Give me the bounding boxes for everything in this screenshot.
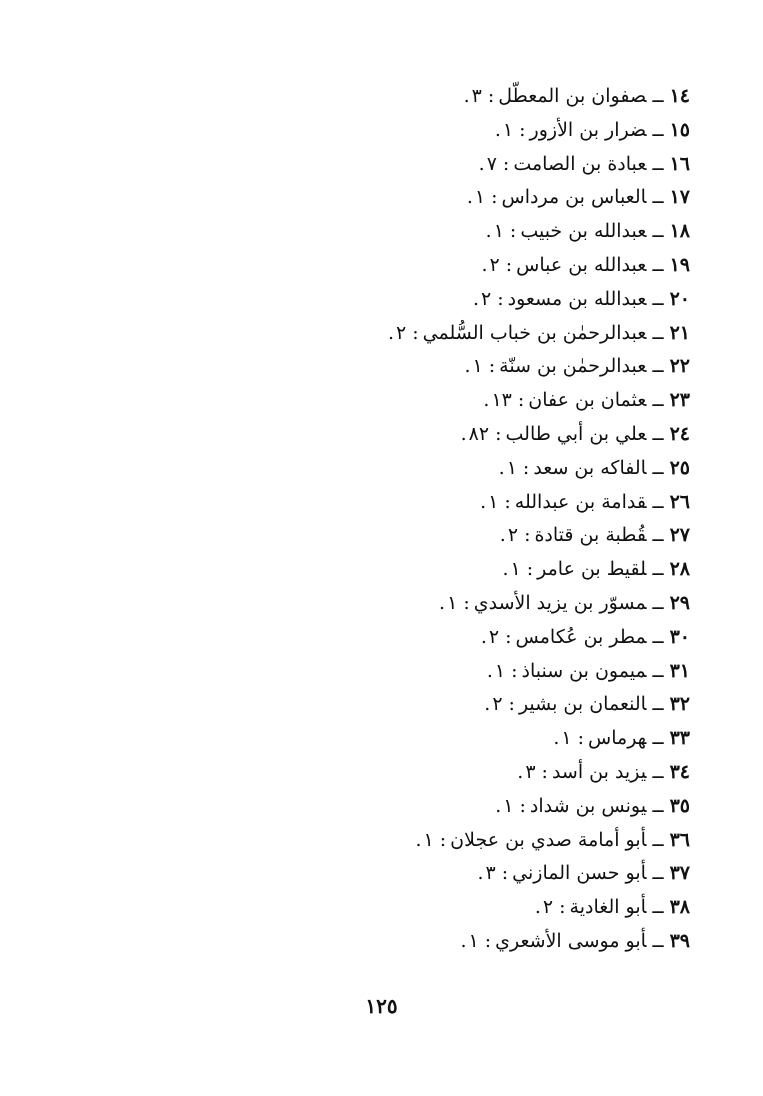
entry-number: ٢٦ [669,490,690,513]
entry-period: . [460,929,467,952]
entry-dash: ــ [652,85,664,107]
entry-name: أبو الغادية [569,896,647,919]
entry-number: ١٩ [669,253,690,276]
entry-period: . [483,389,490,412]
entry-number: ٢٤ [669,422,690,445]
entry-period: . [415,828,422,851]
entry-colon: : [522,456,530,479]
entry-number: ٢٥ [669,456,690,479]
entry-name: عبدالرحمٰن بن سنّة [499,355,647,378]
entry-dash: ــ [652,389,664,412]
entry-dash: ــ [652,253,664,276]
entry-number: ٣٥ [669,794,690,817]
list-item [270,452,690,486]
entry-number: ٢٨ [669,558,690,581]
entry-name: عثمان بن عفان [528,389,647,412]
entry-name: قدامة بن عبدالله [514,490,647,513]
entry-number: ١٤ [669,85,690,107]
entry-count: ٢ [488,625,500,648]
entry-period: . [484,693,491,716]
entry-dash: ــ [652,727,664,750]
entry-number: ٣٠ [669,625,690,648]
entry-colon: : [488,355,496,378]
entry-colon: : [501,862,509,885]
list-item [270,80,690,114]
entry-dash: ــ [652,591,664,614]
entry-name: عبدالله بن خبيب [520,220,647,243]
entry-count: ١٣ [491,389,512,412]
entry-colon: : [504,490,511,513]
entry-dash: ــ [652,693,664,716]
entry-name: عبدالله بن مسعود [507,287,647,310]
entry-count: ١ [561,727,572,750]
entry-name: مطر بن عُكامس [515,625,647,648]
entry-number: ١٧ [669,186,690,209]
list-item [270,891,690,925]
entry-colon: : [559,896,566,919]
entry-count: ٣ [471,85,482,107]
entry-count: ٢ [492,693,503,716]
entry-dash: ــ [652,321,664,344]
list-item [270,857,690,891]
page-number: ١٢٥ [365,994,398,1018]
entry-colon: : [487,85,495,107]
entry-colon: : [526,558,534,581]
entry-period: . [387,321,395,344]
entry-number: ١٦ [669,152,690,175]
entry-dash: ــ [652,422,664,445]
entry-count: ١ [468,929,479,952]
entry-count: ٨٢ [468,422,490,445]
entry-name: يونس بن شداد [529,794,647,817]
entry-dash: ــ [652,760,664,783]
entry-dash: ــ [652,490,664,513]
entry-name: ميمون بن سنباذ [521,659,647,682]
list-item [270,655,690,689]
entry-name: عبدالله بن عباس [516,253,647,276]
entry-dash: ــ [652,862,664,885]
entry-number: ١٨ [669,220,690,243]
list-item [270,317,690,351]
entry-colon: : [541,760,548,783]
list-item [270,181,690,215]
entry-dash: ــ [652,558,664,581]
entry-colon: : [517,389,525,412]
entry-period: . [477,862,484,885]
list-item [270,350,690,384]
entry-count: ٢ [542,896,554,919]
entry-colon: : [502,152,510,175]
entry-count: ١ [447,591,458,614]
entry-name: الفاكه بن سعد [533,456,647,479]
entry-name: ضرار بن الأزور [529,118,647,141]
entry-name: هرماس [588,727,647,750]
entry-name: يزيد بن أسد [551,760,647,783]
entry-count: ١ [472,355,483,378]
entry-period: . [460,422,467,445]
list-item [270,249,690,283]
entry-period: . [478,152,485,175]
list-item [270,621,690,655]
entry-period: . [498,456,505,479]
entry-name: لقيط بن عامر [537,558,647,581]
list-item [270,148,690,182]
entry-colon: : [577,727,585,750]
entry-colon: : [491,186,498,209]
entry-count: ٢ [396,321,407,344]
entry-number: ٢٧ [669,524,690,547]
entry-dash: ــ [652,794,664,817]
entry-period: . [517,760,524,783]
entry-period: . [464,355,471,378]
entry-count: ١ [423,828,434,851]
entry-colon: : [511,659,518,682]
entry-name: صفوان بن المعطّل [498,85,647,107]
list-item [270,722,690,756]
entry-count: ١ [506,456,517,479]
entry-dash: ــ [652,828,664,851]
entry-dash: ــ [652,287,664,310]
entry-name: أبو حسن المازني [512,862,647,885]
list-item [270,114,690,148]
entry-colon: : [519,794,526,817]
entry-colon: : [497,287,504,310]
entry-dash: ــ [652,118,664,141]
entry-period: . [481,253,488,276]
entry-count: ١ [474,186,486,209]
entry-name: أبو أمامة صدي بن عجلان [450,828,647,851]
list-item [270,283,690,317]
list-item [270,486,690,520]
list-item [270,519,690,553]
entry-colon: : [495,422,502,445]
entry-number: ٣٣ [669,727,690,750]
list-item [270,384,690,418]
entry-period: . [485,220,492,243]
entry-number: ٣٤ [669,760,690,783]
entry-name: النعمان بن بشير [518,693,647,716]
entry-dash: ــ [652,152,664,175]
list-item [270,790,690,824]
list-item [270,756,690,790]
entry-dash: ــ [652,524,664,547]
entry-number: ٣٧ [669,862,690,885]
entry-number: ١٥ [669,118,690,141]
list-item [270,418,690,452]
entry-period: . [480,490,487,513]
entry-name: عبدالرحمٰن بن خباب السُّلمي [422,321,647,344]
entry-name: العباس بن مرداس [501,186,647,209]
entry-period: . [534,896,541,919]
entry-period: . [472,287,479,310]
entry-number: ٣١ [669,659,690,682]
entry-number: ٢١ [669,321,690,344]
entry-colon: : [524,524,531,547]
entry-count: ١ [502,118,514,141]
entry-colon: : [505,253,513,276]
entry-count: ١ [503,794,514,817]
entry-number: ٢٩ [669,591,690,614]
entry-period: . [495,794,502,817]
entry-count: ٢ [480,287,492,310]
list-item [270,587,690,621]
list-item [270,688,690,722]
entry-count: ١ [488,490,499,513]
entry-dash: ــ [652,186,664,209]
entry-name: قُطبة بن قتادة [534,524,647,547]
entry-number: ٣٢ [669,693,690,716]
entry-name: عبادة بن الصامت [513,152,647,175]
entry-colon: : [509,220,517,243]
entry-count: ١ [494,659,506,682]
entry-count: ٢ [507,524,519,547]
entry-colon: : [439,828,447,851]
entry-dash: ــ [652,220,664,243]
entry-dash: ــ [652,659,664,682]
entry-dash: ــ [652,355,664,378]
entry-name: مسوّر بن يزيد الأسدي [473,591,647,614]
entry-period: . [553,727,560,750]
entry-dash: ــ [652,929,664,952]
narrator-list [270,80,690,959]
entry-number: ٢٣ [669,389,690,412]
entry-colon: : [463,591,470,614]
entry-count: ١ [493,220,504,243]
list-item [270,215,690,249]
entry-name: علي بن أبي طالب [505,422,647,445]
entry-count: ١ [510,558,521,581]
entry-count: ٧ [486,152,497,175]
entry-colon: : [519,118,526,141]
entry-period: . [494,118,501,141]
entry-colon: : [484,929,492,952]
entry-name: أبو موسى الأشعري [495,929,647,952]
entry-number: ٣٦ [669,828,690,851]
entry-colon: : [412,321,419,344]
entry-dash: ــ [652,456,664,479]
entry-count: ٢ [489,253,500,276]
entry-period: . [499,524,506,547]
entry-period: . [486,659,493,682]
entry-colon: : [505,625,512,648]
entry-colon: : [508,693,515,716]
entry-dash: ــ [652,896,664,919]
entry-period: . [463,85,470,107]
entry-dash: ــ [652,625,664,648]
entry-count: ٣ [485,862,496,885]
list-item [270,553,690,587]
entry-period: . [439,591,446,614]
entry-number: ٣٩ [669,929,690,952]
entry-period: . [502,558,509,581]
entry-number: ٣٨ [669,896,690,919]
list-item [270,925,690,959]
entry-period: . [466,186,473,209]
entry-number: ٢٢ [669,355,690,378]
list-item [270,824,690,858]
entry-period: . [480,625,487,648]
entry-count: ٣ [525,760,536,783]
entry-number: ٢٠ [669,287,690,310]
